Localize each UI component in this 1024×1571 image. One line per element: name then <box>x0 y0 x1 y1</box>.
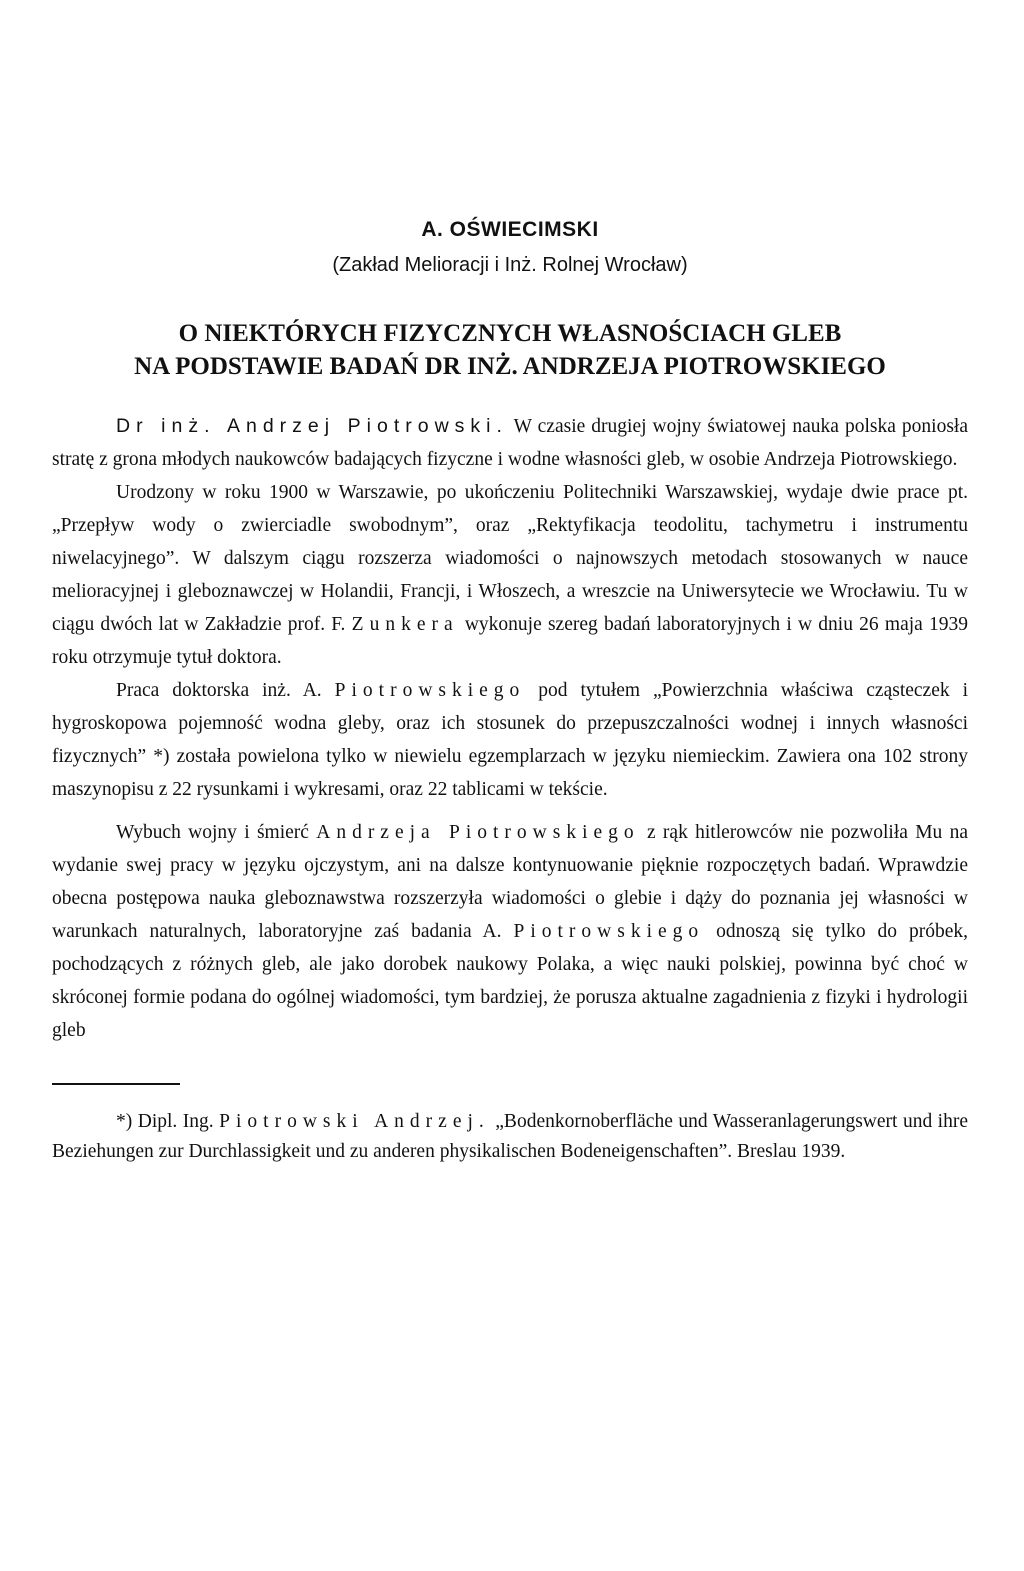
paragraph-2-text: Urodzony w roku 1900 w Warszawie, po ukończeniu Politechniki Warszawskiej, wydaje dwie prace pt. „Przepływ wody o zwierciadle swobodnym”, oraz „Rektyfikacja teodolitu, tachymetru i instrumentu niwelacyjnego”. W dalszym ciągu rozszerza wiadomości o najnowszych metodach stosowanych w nauce melioracyjnej i gleboznawczej w Holandii, Francji, i Włoszech, a wreszcie na Uniwersytecie we Wrocławiu. Tu w ciągu dwóch lat w Zakładzie prof. F. <box>52 482 968 635</box>
paragraph-2-text-after: wykonuje szereg badań laboratoryjnych i w dniu 26 maja 1939 roku otrzymuje tytuł doktora. <box>52 614 969 668</box>
paragraph-4 <box>52 816 968 1047</box>
footnote-divider <box>52 1083 180 1085</box>
paragraph-3-text: Praca doktorska inż. A. <box>116 680 335 701</box>
paragraph-4-text: Wybuch wojny i śmierć <box>116 822 317 843</box>
paragraph-3-text-after: pod tytułem „Powierzchnia właściwa cząsteczek i hygroskopowa pojemność wodna gleby, oraz ich stosunek do przepuszczalności wodnej i innych własności fizycznych” *) została powielona tylko w niewielu egzemplarzach w języku niemieckim. Zawiera ona 102 strony maszynopisu z 22 rysunkami i wykresami, oraz 22 tablicami w tekście. <box>52 680 968 800</box>
document-page <box>52 218 968 1167</box>
author-name: A. OŚWIECIMSKI <box>421 218 599 241</box>
person-name-spaced: Zunkera <box>351 614 459 635</box>
person-name-spaced: Piotrowskiego <box>334 680 526 701</box>
footnote-prefix: *) Dipl. Ing. <box>116 1111 220 1132</box>
article-title-line-2: NA PODSTAWIE BADAŃ DR INŻ. ANDRZEJA PIOTROWSKIEGO <box>134 353 886 380</box>
article-body <box>52 410 968 1047</box>
paragraph-2 <box>52 476 968 674</box>
paragraph-1-text: W czasie drugiej wojny światowej nauka polska poniosła stratę z grona młodych naukowców badających fizyczne i wodne własności gleb, w osobie Andrzeja Piotrowskiego. <box>52 416 968 470</box>
footnote-body: „Bodenkornoberfläche und Wasseranlagerungswert und ihre Beziehungen zur Durchlassigkeit und zu anderen physikalischen Bodeneigenschaften”. Breslau 1939. <box>52 1111 969 1162</box>
person-name-spaced: Dr inż. Andrzej Piotrowski. <box>116 415 508 437</box>
paragraph-4-text-after-2: odnoszą się tylko do próbek, pochodzących z różnych gleb, ale jako dorobek naukowy Polaka, a więc nauki polskiej, powinna być choć w skróconej formie podana do ogólnej wiadomości, tym bardziej, że porusza aktualne zagadnienia z fizyki i hydrologii gleb <box>52 921 968 1041</box>
footnote <box>52 1107 968 1167</box>
footnote-text <box>52 1107 968 1167</box>
person-name-spaced: Piotrowski Andrzej. <box>219 1111 490 1132</box>
person-name-spaced: Andrzeja Piotrowskiego <box>316 822 640 843</box>
paragraph-1 <box>52 410 968 476</box>
author-affiliation: (Zakład Melioracji i Inż. Rolnej Wrocław) <box>332 254 688 276</box>
paragraph-3 <box>52 674 968 806</box>
article-title <box>52 317 968 383</box>
person-name-spaced: Piotrowskiego <box>513 921 705 942</box>
paragraph-4-text-after: z rąk hitlerowców nie pozwoliła Mu na wydanie swej pracy w języku ojczystym, ani na dalsze kontynuowanie pięknie rozpoczętych badań. Wprawdzie obecna postępowa nauka gleboznawstwa rozszerzyła wiadomości o glebie i dąży do poznania jej własności w warunkach naturalnych, laboratoryjne zaś badania A. <box>52 822 968 942</box>
article-title-line-1: O NIEKTÓRYCH FIZYCZNYCH WŁASNOŚCIACH GLEB <box>178 320 842 347</box>
